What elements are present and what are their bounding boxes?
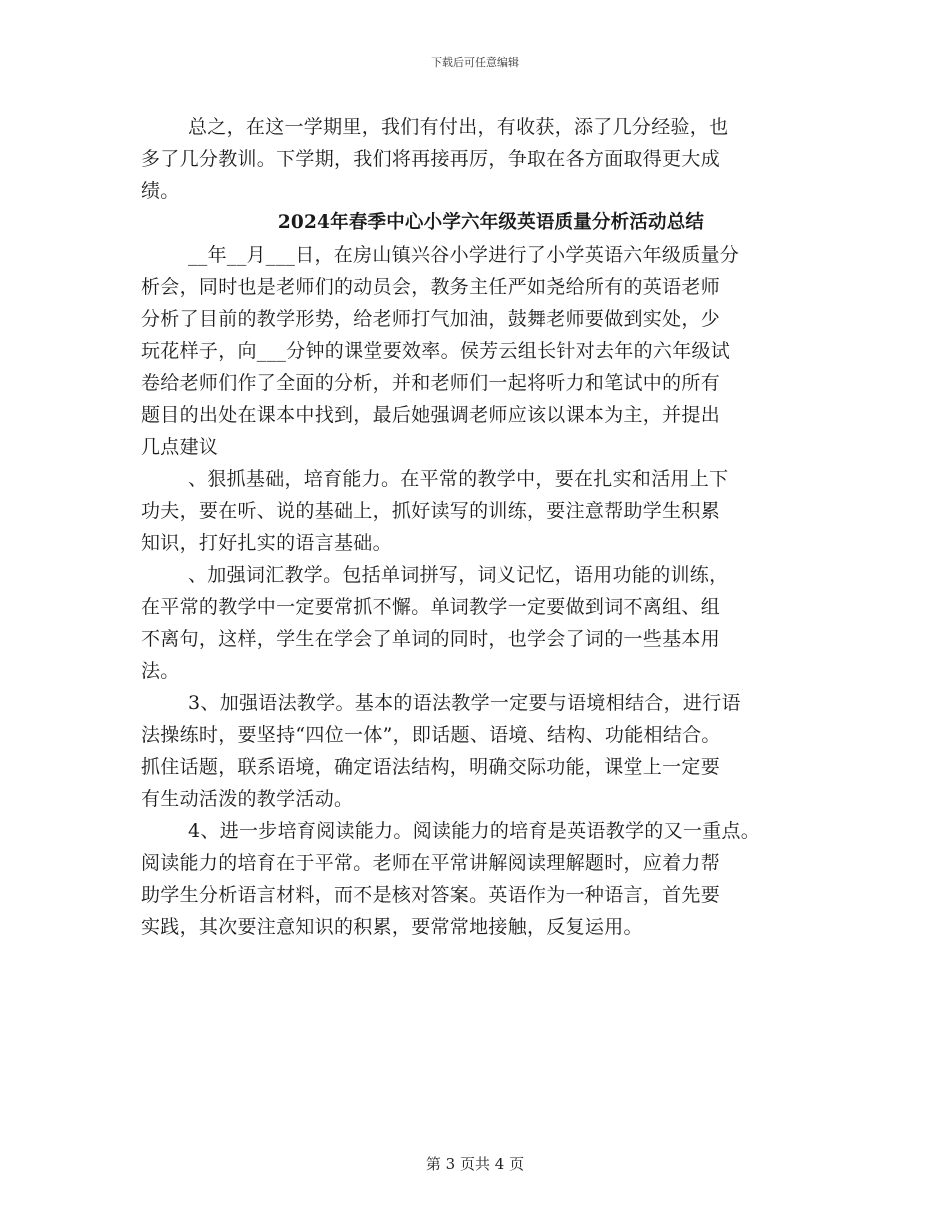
- paragraph-line: 多了几分教训。下学期，我们将再接再厉，争取在各方面取得更大成: [141, 148, 721, 170]
- paragraph-line: 卷给老师们作了全面的分析，并和老师们一起将听力和笔试中的所有: [141, 372, 721, 394]
- paragraph-line: 玩花样子，向___分钟的课堂要效率。侯芳云组长针对去年的六年级试: [141, 340, 731, 362]
- paragraph-line: 、加强词汇教学。包括单词拼写，词义记忆，语用功能的训练，: [188, 564, 729, 586]
- paragraph-line: 功夫，要在听、说的基础上，抓好读写的训练，要注意帮助学生积累: [141, 500, 721, 522]
- section-title: 2024年春季中心小学六年级英语质量分析活动总结: [277, 212, 705, 233]
- paragraph-line: 总之，在这一学期里，我们有付出，有收获，添了几分经验，也: [188, 116, 729, 138]
- page-footer: 第 3 页共 4 页: [425, 1155, 525, 1173]
- document-body: [141, 111, 821, 943]
- paragraph-line: 绩。: [141, 180, 180, 202]
- paragraph-line: 在平常的教学中一定要常抓不懈。单词教学一定要做到词不离组、组: [141, 596, 721, 618]
- paragraph-line: 法。: [141, 660, 180, 682]
- paragraph-line: 助学生分析语言材料，而不是核对答案。英语作为一种语言，首先要: [141, 884, 721, 906]
- paragraph-line: 题目的出处在课本中找到，最后她强调老师应该以课本为主，并提出: [141, 404, 721, 426]
- paragraph-line: 几点建议: [141, 436, 219, 458]
- paragraph-line: 抓住话题，联系语境，确定语法结构，明确交际功能，课堂上一定要: [141, 756, 721, 778]
- page-header: 下载后可任意编辑: [431, 56, 519, 69]
- paragraph-line: 有生动活泼的教学活动。: [141, 788, 354, 810]
- paragraph-line: 、狠抓基础，培育能力。在平常的教学中，要在扎实和活用上下: [188, 468, 729, 490]
- paragraph-line: 法操练时，要坚持“四位一体”，即话题、语境、结构、功能相结合。: [141, 724, 721, 746]
- paragraph-line: __年__月___日，在房山镇兴谷小学进行了小学英语六年级质量分: [188, 244, 740, 266]
- paragraph-line: 不离句，这样，学生在学会了单词的同时，也学会了词的一些基本用: [141, 628, 721, 650]
- paragraph-line: 知识，打好扎实的语言基础。: [141, 532, 392, 554]
- paragraph-line: 实践，其次要注意知识的积累，要常常地接触，反复运用。: [141, 916, 643, 938]
- paragraph-line: 阅读能力的培育在于平常。老师在平常讲解阅读理解题时，应着力帮: [141, 852, 721, 874]
- paragraph-line: 4、进一步培育阅读能力。阅读能力的培育是英语教学的又一重点。: [188, 820, 761, 842]
- paragraph-line: 分析了目前的教学形势，给老师打气加油，鼓舞老师要做到实处，少: [141, 308, 721, 330]
- paragraph-line: 析会，同时也是老师们的动员会，教务主任严如尧给所有的英语老师: [141, 276, 721, 298]
- paragraph-line: 3、加强语法教学。基本的语法教学一定要与语境相结合，进行语: [188, 692, 741, 714]
